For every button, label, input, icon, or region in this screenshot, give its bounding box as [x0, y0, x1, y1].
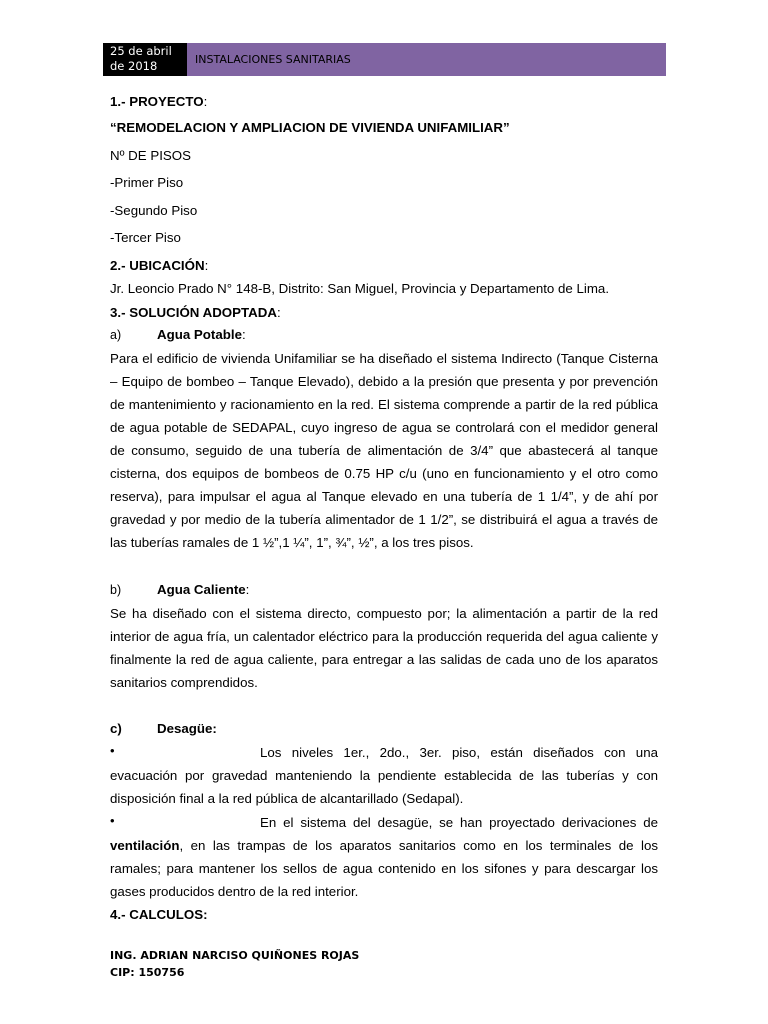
header-date-line1: 25 de abril: [110, 44, 172, 58]
bullet-1-text: Los niveles 1er., 2do., 3er. piso, están diseñados con una evacuación por gravedad manteniendo la pendiente establecida de las tuberías y con disposición final a la red pública de alcantarillado (Sedapal).: [110, 745, 658, 806]
section-2-heading: 2.- UBICACIÓN:: [110, 258, 209, 273]
subsection-b-text: Se ha diseñado con el sistema directo, compuesto por; la alimentación a partir de la red interior de agua fría, un calentador eléctrico para la producción requerida del agua caliente y finalmente la red de agua caliente, para entregar a las salidas de cada uno de los aparatos sanitarios comprendidos.: [110, 606, 658, 690]
bullet-1-marker: •: [110, 743, 115, 758]
subsection-a-title: Agua Potable:: [157, 327, 246, 342]
subsection-b-letter: b): [110, 583, 122, 597]
bullet-2-marker: •: [110, 813, 115, 828]
header-date: [103, 43, 187, 76]
address: Jr. Leoncio Prado N° 148-B, Distrito: San Miguel, Provincia y Departamento de Lima.: [110, 281, 610, 296]
section-1-heading: 1.- PROYECTO:: [110, 94, 208, 109]
subsection-c-letter: c): [110, 721, 122, 736]
subsection-a-letter: a): [110, 328, 122, 342]
subsection-c-title: Desagüe:: [157, 721, 217, 736]
footer-engineer-name: ING. ADRIAN NARCISO QUIÑONES ROJAS: [110, 949, 360, 962]
subsection-b-title: Agua Caliente:: [157, 582, 250, 597]
bullet-2-text: En el sistema del desagüe, se han proyectado derivaciones de ventilación, en las trampas de los aparatos sanitarios como en los terminales de los ramales; para mantener los sellos de agua contenido en los sifones y para descargar los gases producidos dentro de la red interior.: [110, 815, 658, 899]
floor-item-3: -Tercer Piso: [110, 230, 181, 245]
footer-cip: CIP: 150756: [110, 966, 185, 979]
section-3-heading: 3.- SOLUCIÓN ADOPTADA:: [110, 305, 281, 320]
floors-label: Nº DE PISOS: [110, 148, 191, 163]
floor-item-2: -Segundo Piso: [110, 203, 198, 218]
floor-item-1: -Primer Piso: [110, 175, 184, 190]
section-4-heading: 4.- CALCULOS:: [110, 907, 208, 922]
header-title: INSTALACIONES SANITARIAS: [187, 43, 666, 76]
subsection-a-text: Para el edificio de vivienda Unifamiliar se ha diseñado el sistema Indirecto (Tanque Cisterna – Equipo de bombeo – Tanque Elevado), debido a la presión que presenta y por prevención de mantenimiento y racionamiento en la red. El sistema comprende a partir de la red pública de agua potable de SEDAPAL, cuyo ingreso de agua se controlará con el medidor general de consumo, seguido de una tubería de alimentación de 3/4” que abastecerá al tanque cisterna, dos equipos de bombeos de 0.75 HP c/u (uno en funcionamiento y el otro como reserva), para impulsar el agua al Tanque elevado en una tubería de 1 1/4”, y de ahí por gravedad y por medio de la tubería alimentador de 1 1/2”, se distribuirá el agua a través de las tuberías ramales de 1 ½”,1 ¼”, 1”, ¾”, ½”, a los tres pisos.: [110, 351, 658, 550]
header-date-line2: de 2018: [110, 59, 158, 73]
project-name: “REMODELACION Y AMPLIACION DE VIVIENDA UNIFAMILIAR”: [110, 120, 510, 135]
